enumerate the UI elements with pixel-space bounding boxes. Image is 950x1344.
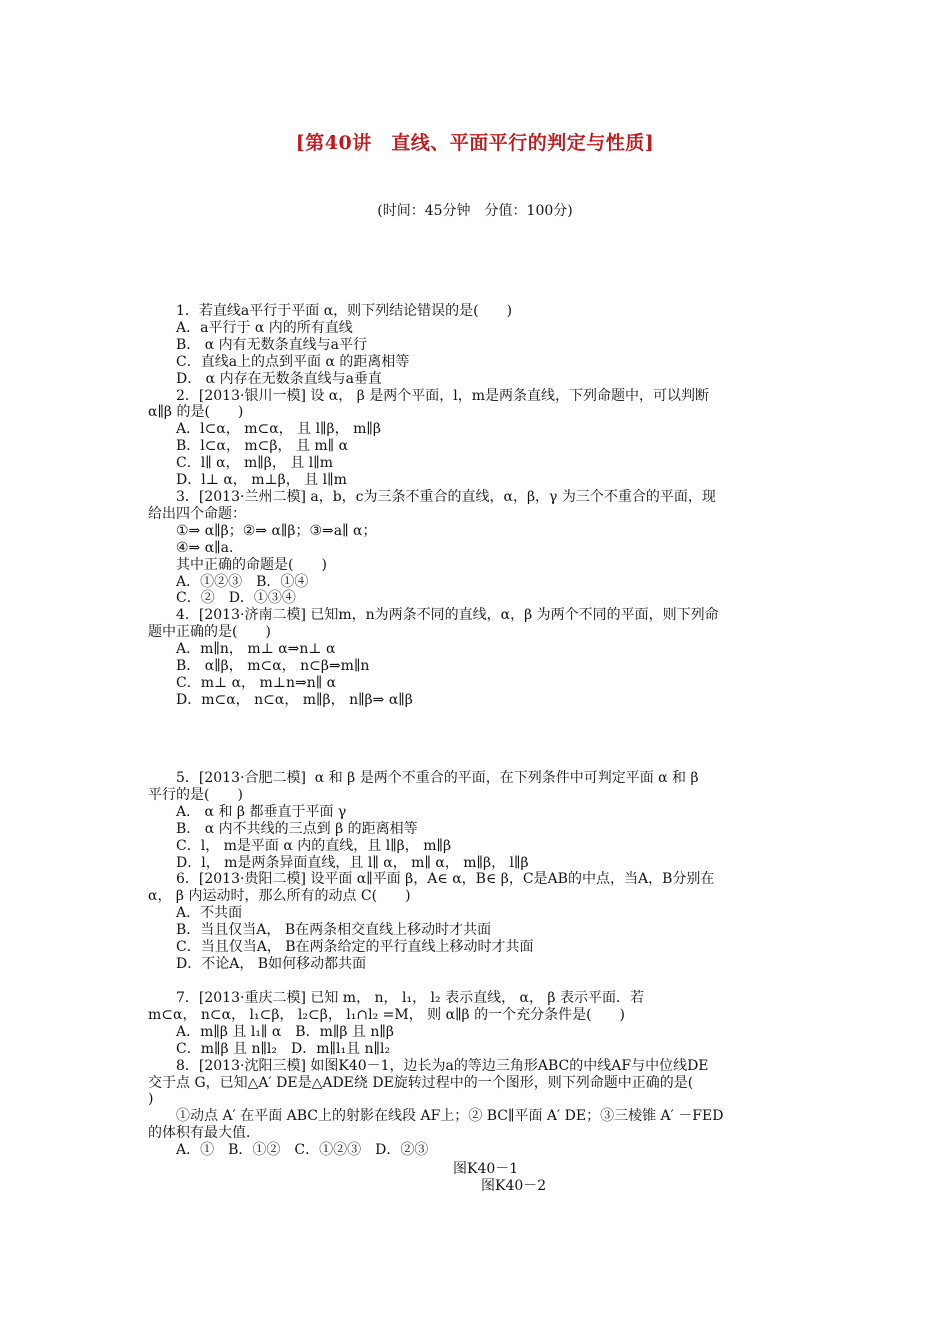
text-line: A．①②③ B．①④ <box>176 573 309 590</box>
questions-block-3 <box>148 990 808 1159</box>
questions-block-2 <box>148 770 808 973</box>
text-line: B． α 内有无数条直线与a平行 <box>176 336 367 353</box>
text-line: A．m∥n， m⊥ α⇒n⊥ α <box>176 641 336 658</box>
text-line: 8．[2013·沈阳三模] 如图K40－1，边长为a的等边三角形ABC的中线AF与中位线DE <box>176 1057 709 1074</box>
text-line: 给出四个命题： <box>148 505 246 522</box>
text-line: D．l⊥ α， m⊥β， 且 l∥m <box>176 472 347 489</box>
text-line: 2．[2013·银川一模] 设 α， β 是两个平面，l，m是两条直线，下列命题中，可以判断 <box>176 387 710 404</box>
text-line: B．l⊂α， m⊂β， 且 m∥ α <box>176 438 349 455</box>
text-line: D．不论A， B如何移动都共面 <box>176 955 367 972</box>
text-line: A．不共面 <box>176 905 243 922</box>
text-line: A．a平行于 α 内的所有直线 <box>176 319 353 336</box>
text-line: 6．[2013·贵阳二模] 设平面 α∥平面 β，A∈ α，B∈ β，C是AB的中点，当A，B分别在 <box>176 871 715 888</box>
text-line: 3．[2013·兰州二模] a，b，c为三条不重合的直线，α，β，γ 为三个不重合的平面，现 <box>176 488 716 505</box>
text-line: 其中正确的命题是( ) <box>176 556 327 573</box>
text-line: D．m⊂α， n⊂α， m∥β， n∥β⇒ α∥β <box>176 691 413 708</box>
text-line: D．l， m是两条异面直线，且 l∥ α， m∥ α， m∥β， l∥β <box>176 854 529 871</box>
text-line: α∥β 的是( ) <box>148 404 244 421</box>
text-line: 的体积有最大值． <box>148 1125 260 1142</box>
text-line: C．l∥ α， m∥β， 且 l∥m <box>176 455 333 472</box>
text-line: ④⇒ α∥a. <box>176 539 234 556</box>
text-line: A．m∥β 且 l₁∥ α B．m∥β 且 n∥β <box>176 1023 394 1040</box>
text-line: m⊂α， n⊂α， l₁⊂β， l₂⊂β， l₁∩l₂ =M， 则 α∥β 的一个充分条件是( ) <box>148 1006 626 1023</box>
text-line: C．m⊥ α， m⊥n⇒n∥ α <box>176 674 337 691</box>
text-line: 1．若直线a平行于平面 α，则下列结论错误的是( ) <box>176 303 513 319</box>
text-line: A．l⊂α， m⊂α， 且 l∥β， m∥β <box>176 421 381 438</box>
time-score-info: (时间：45分钟 分值：100分) <box>377 203 573 219</box>
figure-caption-2: 图K40－2 <box>481 1178 547 1194</box>
text-line: A． α 和 β 都垂直于平面 γ <box>176 803 347 820</box>
text-line: D． α 内存在无数条直线与a垂直 <box>176 370 382 387</box>
text-line: 7．[2013·重庆二模] 已知 m， n， l₁， l₂ 表示直线， α， β 表示平面．若 <box>176 990 644 1006</box>
text-line: C．直线a上的点到平面 α 的距离相等 <box>176 353 410 370</box>
text-line: 4．[2013·济南二模] 已知m，n为两条不同的直线，α，β 为两个不同的平面，则下列命 <box>176 607 719 624</box>
questions-block-1 <box>148 303 808 709</box>
text-line: C．当且仅当A， B在两条给定的平行直线上移动时才共面 <box>176 939 534 956</box>
text-line: A．① B．①② C．①②③ D．②③ <box>176 1142 429 1159</box>
text-line: B． α 内不共线的三点到 β 的距离相等 <box>176 820 418 837</box>
text-line: ①动点 A′ 在平面 ABC上的射影在线段 AF上；② BC∥平面 A′ DE；③三棱锥 A′ －FED <box>176 1108 724 1125</box>
text-line: B． α∥β， m⊂α， n⊂β⇒m∥n <box>176 658 370 675</box>
text-line: 交于点 G，已知△A′ DE是△ADE绕 DE旋转过程中的一个图形，则下列命题中正确的是( <box>148 1074 694 1091</box>
figure-caption-1: 图K40－1 <box>453 1161 519 1177</box>
page-title: [第40讲 直线、平面平行的判定与性质] <box>295 132 655 154</box>
text-line: 5．[2013·合肥二模] α 和 β 是两个不重合的平面，在下列条件中可判定平面 α 和 β <box>176 770 699 786</box>
text-line: α， β 内运动时，那么所有的动点 C( ) <box>148 888 411 905</box>
text-line: C．② D．①③④ <box>176 590 296 607</box>
text-line: B．当且仅当A， B在两条相交直线上移动时才共面 <box>176 922 492 939</box>
text-line: C．m∥β 且 n∥l₂ D．m∥l₁且 n∥l₂ <box>176 1040 391 1057</box>
text-line: ) <box>148 1091 154 1108</box>
text-line: C．l， m是平面 α 内的直线，且 l∥β， m∥β <box>176 837 452 854</box>
text-line: 平行的是( ) <box>148 786 243 803</box>
text-line: 题中正确的是( ) <box>148 624 271 641</box>
text-line: ①⇒ α∥β；②⇒ α∥β；③⇒a∥ α； <box>176 522 377 539</box>
